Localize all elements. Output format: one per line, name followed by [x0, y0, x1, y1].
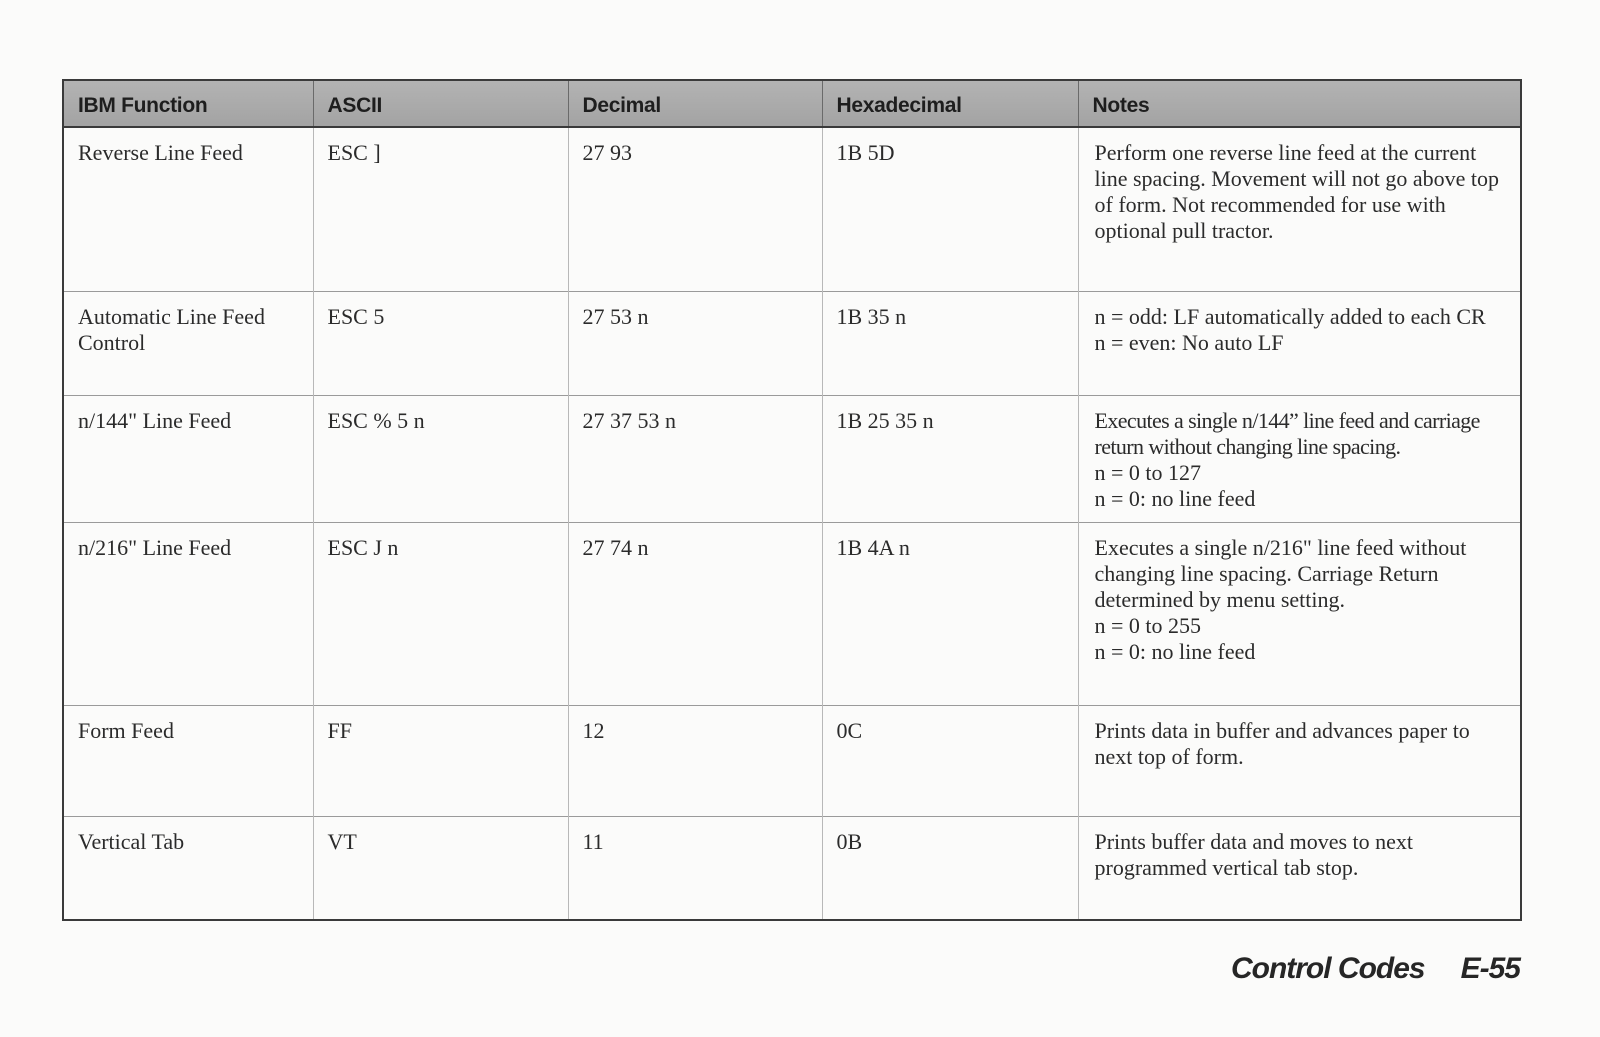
cell-ascii: ESC J n [313, 522, 568, 705]
table-header-row [63, 80, 1521, 127]
control-codes-table [62, 79, 1522, 921]
cell-notes [1078, 291, 1521, 395]
note-line: n = 0: no line feed [1094, 638, 1256, 664]
cell-ascii: FF [313, 705, 568, 816]
cell-decimal: 27 37 53 n [568, 395, 822, 522]
header-decimal: Decimal [568, 80, 822, 127]
note-line: n = 0 to 255 [1094, 612, 1202, 638]
note-line: Perform one reverse line feed at the current line spacing. Movement will not go above top of form. Not recommended for use with optional pull tractor. [1094, 140, 1499, 243]
note-line: Executes a single n/216" line feed without changing line spacing. Carriage Return determined by menu setting. [1094, 534, 1467, 612]
page-number: E-55 [1460, 952, 1520, 985]
table-row [63, 705, 1521, 816]
cell-decimal: 27 93 [568, 127, 822, 291]
header-notes: Notes [1078, 80, 1521, 127]
note-line: Prints data in buffer and advances paper to next top of form. [1094, 717, 1470, 769]
cell-ascii: ESC ] [313, 127, 568, 291]
table-row [63, 395, 1521, 522]
note-line: Executes a single n/144” line feed and carriage return without changing line spacing. [1094, 407, 1480, 459]
header-ascii: ASCII [313, 80, 568, 127]
cell-notes [1078, 127, 1521, 291]
cell-function: Form Feed [63, 705, 313, 816]
cell-hex: 1B 35 n [822, 291, 1078, 395]
table-row [63, 522, 1521, 705]
page-footer [1231, 952, 1520, 986]
note-line: n = 0: no line feed [1094, 485, 1256, 511]
cell-hex: 1B 25 35 n [822, 395, 1078, 522]
cell-function: Vertical Tab [63, 816, 313, 920]
cell-decimal: 27 53 n [568, 291, 822, 395]
cell-ascii: ESC % 5 n [313, 395, 568, 522]
cell-hex: 1B 5D [822, 127, 1078, 291]
note-line: n = odd: LF automatically added to each CR [1094, 303, 1486, 329]
header-ibm-function: IBM Function [63, 80, 313, 127]
footer-section-title: Control Codes [1230, 952, 1425, 985]
note-line: Prints buffer data and moves to next programmed vertical tab stop. [1094, 828, 1414, 880]
cell-function: n/216" Line Feed [63, 522, 313, 705]
cell-decimal: 12 [568, 705, 822, 816]
cell-notes [1078, 395, 1521, 522]
table-row [63, 291, 1521, 395]
cell-function: Automatic Line Feed Control [63, 291, 313, 395]
cell-hex: 0B [822, 816, 1078, 920]
cell-hex: 1B 4A n [822, 522, 1078, 705]
table-row [63, 127, 1521, 291]
cell-decimal: 27 74 n [568, 522, 822, 705]
cell-notes [1078, 522, 1521, 705]
table-row [63, 816, 1521, 920]
cell-hex: 0C [822, 705, 1078, 816]
cell-notes [1078, 816, 1521, 920]
cell-notes [1078, 705, 1521, 816]
cell-function: Reverse Line Feed [63, 127, 313, 291]
cell-decimal: 11 [568, 816, 822, 920]
note-line: n = 0 to 127 [1094, 459, 1202, 485]
cell-function: n/144" Line Feed [63, 395, 313, 522]
note-line: n = even: No auto LF [1094, 329, 1284, 355]
header-hexadecimal: Hexadecimal [822, 80, 1078, 127]
cell-ascii: VT [313, 816, 568, 920]
cell-ascii: ESC 5 [313, 291, 568, 395]
